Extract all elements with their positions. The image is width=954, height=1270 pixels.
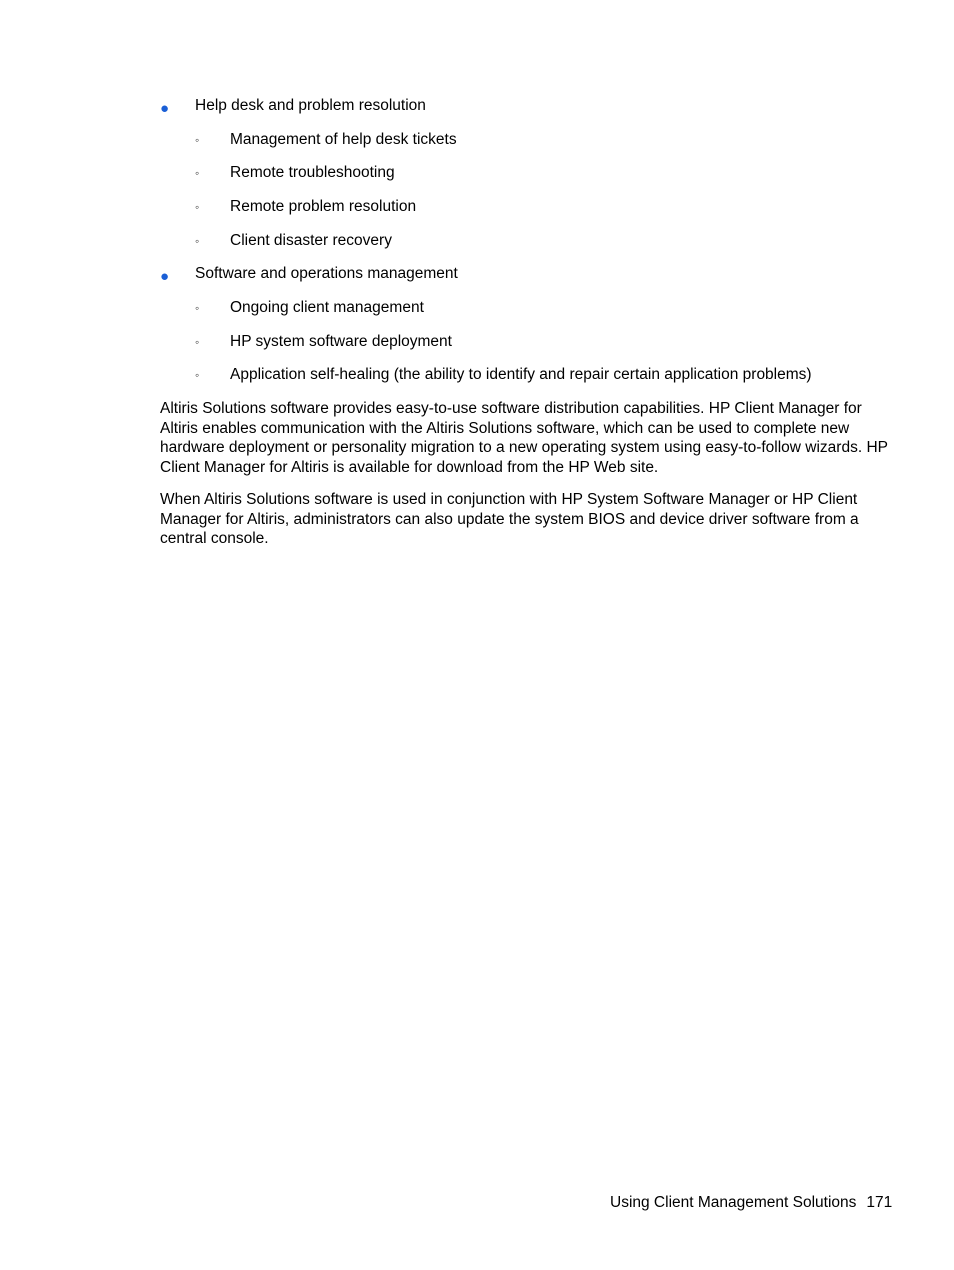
list-item-label: Help desk and problem resolution [195, 97, 426, 114]
sub-list-item-label: Management of help desk tickets [230, 131, 457, 148]
list-item-help-desk [160, 96, 900, 116]
sub-bullet-icon: ◦ [195, 200, 200, 214]
page-footer [610, 1193, 892, 1213]
sub-list-item-label: Remote troubleshooting [230, 164, 395, 181]
sub-list-item [195, 130, 895, 150]
sub-list-item-label: Remote problem resolution [230, 198, 417, 215]
footer-section-title: Using Client Management Solutions [610, 1194, 857, 1211]
list-item-label: Software and operations management [195, 265, 458, 282]
sub-list-item [195, 298, 895, 318]
bullet-dot-icon: ● [160, 100, 170, 117]
bullet-dot-icon: ● [160, 268, 170, 285]
paragraph-altiris-overview: Altiris Solutions software provides easy-to-use software distribution capabilities. HP Client Manager for Altiris enables communication with the Altiris Solutions software, which can be used to complete new hardware deployment or personality migration to a new operating system using easy-to-follow wizards. HP Client Manager for Altiris is available for download from the HP Web site. [160, 400, 888, 476]
sub-bullet-icon: ◦ [195, 301, 200, 315]
sub-list-item [195, 231, 895, 251]
sub-list-item [195, 197, 895, 217]
list-item-software-ops [160, 264, 900, 284]
sub-bullet-icon: ◦ [195, 166, 200, 180]
sub-list-item [195, 332, 895, 352]
sub-list-item [195, 365, 895, 385]
sub-list-item [195, 163, 895, 183]
sub-bullet-icon: ◦ [195, 234, 200, 248]
sub-list-item-label: Client disaster recovery [230, 232, 392, 249]
paragraph-altiris-bios-update: When Altiris Solutions software is used in conjunction with HP System Software Manager or HP Client Manager for Altiris, administrators can also update the system BIOS and device driver software from a central console. [160, 491, 859, 547]
sub-bullet-icon: ◦ [195, 335, 200, 349]
sub-list-item-label: Application self-healing (the ability to identify and repair certain application problems) [230, 366, 812, 383]
sub-bullet-icon: ◦ [195, 133, 200, 147]
page-number: 171 [866, 1194, 893, 1211]
sub-bullet-icon: ◦ [195, 368, 200, 382]
sub-list-item-label: Ongoing client management [230, 299, 424, 316]
sub-list-item-label: HP system software deployment [230, 333, 452, 350]
